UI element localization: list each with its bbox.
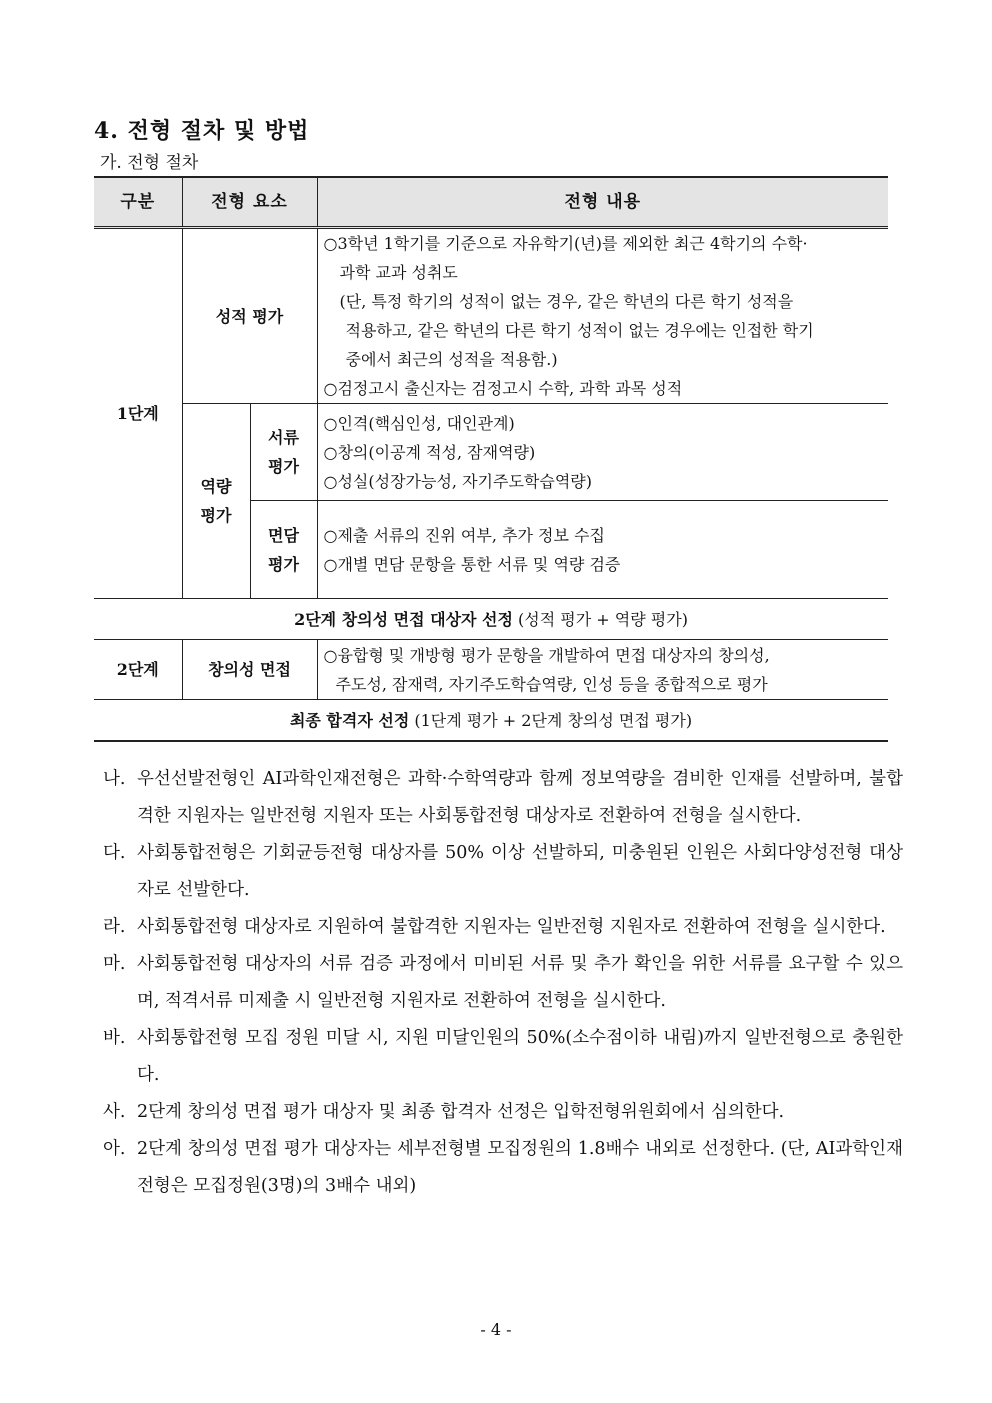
creativity-interview-row bbox=[94, 640, 888, 700]
final-selection-summary bbox=[94, 700, 888, 742]
section-title: 4. 전형 절차 및 방법 bbox=[94, 118, 310, 144]
list-item bbox=[103, 946, 903, 1020]
note-text: 2단계 창의성 면접 평가 대상자는 세부전형별 모집정원의 1.8배수 내외로 선정한다. (단, AI과학인재전형은 모집정원(3명)의 3배수 내외) bbox=[137, 1139, 903, 1196]
list-item bbox=[103, 1094, 903, 1131]
grade-eval-content bbox=[317, 228, 888, 404]
content-line: (단, 특정 학기의 성적이 없는 경우, 같은 학년의 다른 학기 성적을 bbox=[339, 292, 794, 311]
stage2-selection-summary bbox=[94, 599, 888, 640]
stage2-selection-title: 2단계 창의성 면접 대상자 선정 bbox=[294, 609, 513, 629]
content-line: ○개별 면담 문항을 통한 서류 및 역량 검증 bbox=[323, 554, 621, 574]
doc-eval-label bbox=[250, 404, 317, 501]
selection-procedure-table bbox=[94, 176, 888, 742]
page-number: - 4 - bbox=[480, 1320, 512, 1339]
content-line: ○성실(성장가능성, 자기주도학습역량) bbox=[323, 471, 592, 491]
doc-eval-label-line: 서류 bbox=[268, 428, 299, 447]
interview-eval-label bbox=[250, 501, 317, 599]
note-text: 사회통합전형 대상자로 지원하여 불합격한 지원자는 일반전형 지원자로 전환하여 전형을 실시한다. bbox=[137, 917, 886, 937]
note-marker: 바. bbox=[103, 1028, 126, 1048]
interview-eval-label-line: 면담 bbox=[268, 525, 299, 545]
content-line: ○3학년 1학기를 기준으로 자유학기(년)를 제외한 최근 4학기의 수학· bbox=[323, 234, 808, 253]
grade-eval-label: 성적 평가 bbox=[182, 228, 317, 404]
header-element: 전형 요소 bbox=[182, 177, 317, 228]
competency-eval-label bbox=[182, 404, 250, 599]
creativity-interview-content bbox=[317, 640, 888, 700]
stage2-selection-row bbox=[94, 599, 888, 640]
header-content: 전형 내용 bbox=[317, 177, 888, 228]
content-line: 적용하고, 같은 학년의 다른 학기 성적이 없는 경우에는 인접한 학기 bbox=[345, 321, 814, 340]
note-text: 사회통합전형은 기회균등전형 대상자를 50% 이상 선발하되, 미충원된 인원은 사회다양성전형 대상자로 선발한다. bbox=[137, 843, 903, 900]
final-selection-title: 최종 합격자 선정 bbox=[289, 710, 410, 730]
interview-eval-label-line: 평가 bbox=[268, 554, 299, 574]
list-item bbox=[103, 835, 903, 909]
competency-label-line: 역량 bbox=[200, 477, 232, 496]
final-selection-row bbox=[94, 700, 888, 742]
stage2-selection-criteria: (성적 평가 + 역량 평가) bbox=[512, 609, 688, 629]
doc-eval-row bbox=[94, 404, 888, 501]
note-text: 우선선발전형인 AI과학인재전형은 과학·수학역량과 함께 정보역량을 겸비한 인재를 선발하며, 불합격한 지원자는 일반전형 지원자 또는 사회통합전형 대상자로 전환하여 전형을 실시한다. bbox=[137, 769, 903, 826]
note-text: 사회통합전형 대상자의 서류 검증 과정에서 미비된 서류 및 추가 확인을 위한 서류를 요구할 수 있으며, 적격서류 미제출 시 일반전형 지원자로 전환하여 전형을 실시한다. bbox=[137, 954, 903, 1011]
content-line: 중에서 최근의 성적을 적용함.) bbox=[345, 350, 558, 369]
list-item bbox=[103, 909, 903, 946]
sub-title: 가. 전형 절차 bbox=[100, 153, 199, 173]
header-category: 구분 bbox=[94, 177, 182, 228]
list-item bbox=[103, 1131, 903, 1205]
doc-eval-label-line: 평가 bbox=[268, 457, 299, 476]
note-text: 2단계 창의성 면접 평가 대상자 및 최종 합격자 선정은 입학전형위원회에서 심의한다. bbox=[137, 1102, 785, 1122]
notes-list bbox=[103, 761, 903, 1205]
note-marker: 라. bbox=[103, 917, 126, 937]
doc-eval-content bbox=[317, 404, 888, 501]
content-line: 주도성, 잠재력, 자기주도학습역량, 인성 등을 종합적으로 평가 bbox=[335, 674, 768, 694]
note-marker: 다. bbox=[103, 843, 126, 863]
note-marker: 사. bbox=[103, 1102, 126, 1122]
content-line: ○검정고시 출신자는 검정고시 수학, 과학 과목 성적 bbox=[323, 379, 683, 398]
grade-eval-row bbox=[94, 228, 888, 404]
stage1-label: 1단계 bbox=[94, 228, 182, 599]
competency-label-line: 평가 bbox=[200, 506, 232, 525]
list-item bbox=[103, 1020, 903, 1094]
note-text: 사회통합전형 모집 정원 미달 시, 지원 미달인원의 50%(소수점이하 내림)까지 일반전형으로 충원한다. bbox=[137, 1028, 903, 1085]
creativity-interview-label: 창의성 면접 bbox=[182, 640, 317, 700]
note-marker: 아. bbox=[103, 1139, 126, 1159]
stage2-label: 2단계 bbox=[94, 640, 182, 700]
note-marker: 나. bbox=[103, 769, 126, 789]
interview-eval-content bbox=[317, 501, 888, 599]
content-line: ○인격(핵심인성, 대인관계) bbox=[323, 413, 515, 433]
content-line: ○제출 서류의 진위 여부, 추가 정보 수집 bbox=[323, 525, 605, 545]
content-line: 과학 교과 성취도 bbox=[339, 263, 458, 282]
note-marker: 마. bbox=[103, 954, 126, 974]
table-header-row bbox=[94, 177, 888, 228]
final-selection-criteria: (1단계 평가 + 2단계 창의성 면접 평가) bbox=[409, 710, 693, 730]
list-item bbox=[103, 761, 903, 835]
content-line: ○창의(이공계 적성, 잠재역량) bbox=[323, 442, 536, 462]
content-line: ○융합형 및 개방형 평가 문항을 개발하여 면접 대상자의 창의성, bbox=[323, 645, 770, 665]
